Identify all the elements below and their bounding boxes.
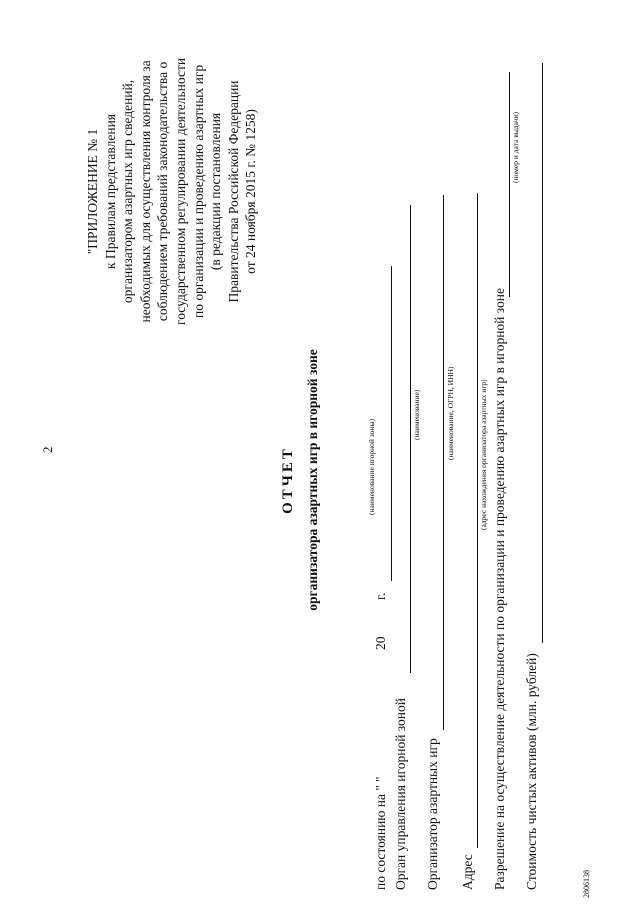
zone-caption: (наименование игорной зоны) [367, 419, 376, 515]
appendix-line: государственном регулировании деятельности [172, 57, 188, 325]
appendix-line: (в редакции постановления [208, 112, 224, 271]
zone-name-line[interactable] [391, 266, 392, 581]
appendix-block [84, 58, 260, 325]
appendix-line: по организации и проведению азартных игр [190, 64, 206, 319]
report-title: ОТЧЕТ [280, 446, 296, 514]
assets-line[interactable] [542, 63, 543, 643]
permit-caption: (номер и дата выдачи) [511, 112, 520, 183]
date-quote-close: " [373, 776, 388, 782]
address-label: Адрес [460, 854, 475, 890]
year-suffix: г. [373, 592, 388, 600]
address-caption: (адрес нахождения организатора азартных игр) [479, 379, 488, 530]
year-prefix: 20 [373, 636, 388, 650]
document-id: 2806138 [582, 870, 591, 898]
page-number: 2 [40, 446, 55, 453]
appendix-line: необходимых для осуществления контроля за [137, 60, 153, 323]
appendix-line: организатором азартных игр сведений, [120, 79, 136, 304]
organizer-caption: (наименование, ОГРН, ИНН) [446, 366, 455, 460]
date-prefix: по состоянию на " [373, 785, 388, 890]
permit-line[interactable] [509, 72, 510, 297]
authority-label: Орган управления игорной зоной [393, 697, 408, 890]
organizer-label: Организатор азартных игр [425, 738, 440, 890]
permit-label: Разрешение на осуществление деятельности по организации и проведению азартных игр в игорной зоне [492, 287, 507, 890]
assets-label: Стоимость чистых активов (млн. рублей) [524, 653, 539, 890]
appendix-line: соблюдением требований законодательства о [155, 61, 171, 322]
appendix-line: к Правилам представления [102, 113, 118, 269]
appendix-line: Правительства Российской Федерации [225, 80, 241, 303]
appendix-line: от 24 ноября 2015 г. № 1258) [243, 109, 259, 274]
organizer-line[interactable] [443, 195, 444, 730]
authority-line[interactable] [410, 205, 411, 673]
appendix-line: "ПРИЛОЖЕНИЕ № 1 [85, 128, 100, 255]
report-subtitle: организатора азартных игр в игорной зоне [305, 349, 320, 611]
address-line[interactable] [477, 193, 478, 848]
authority-caption: (наименование) [412, 389, 421, 440]
